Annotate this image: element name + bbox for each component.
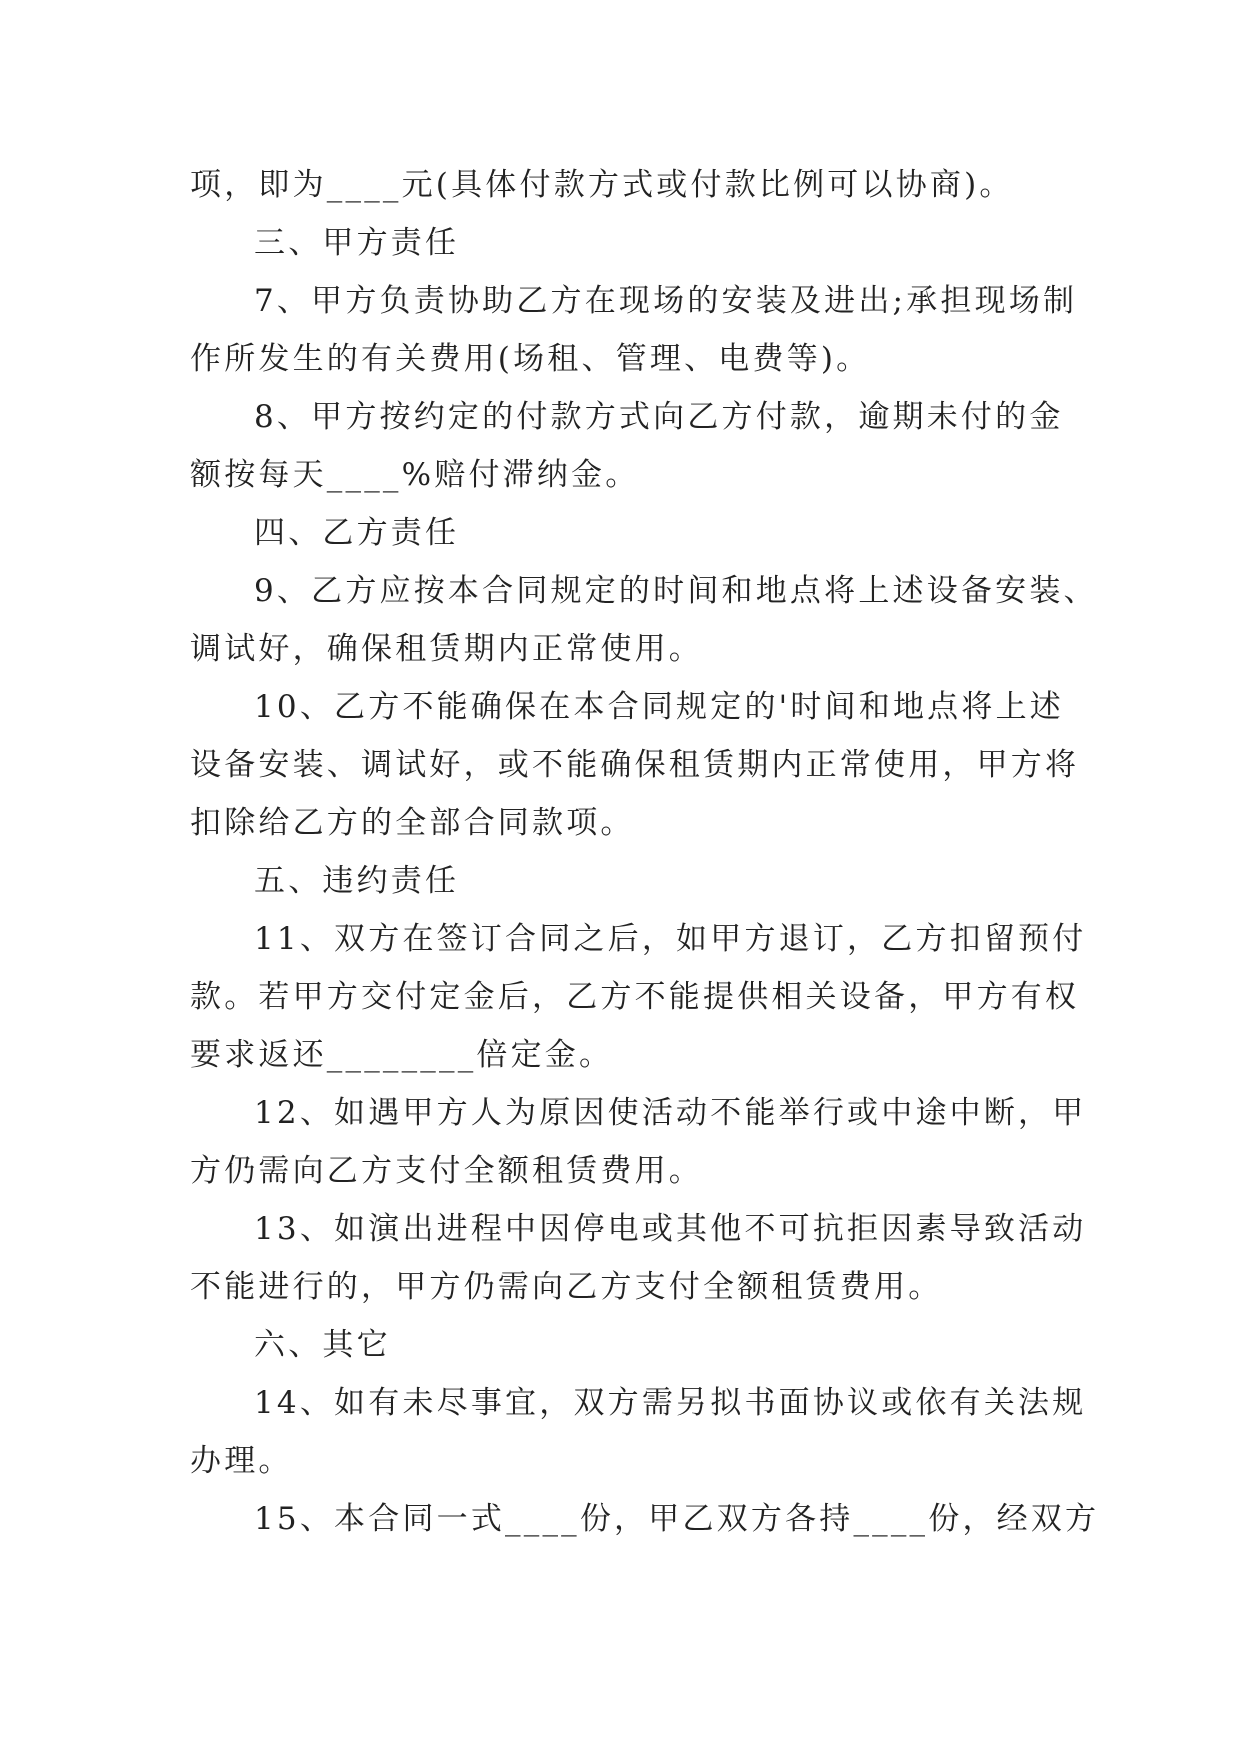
section-heading: 六、其它 xyxy=(254,1327,391,1363)
text-line: 设备安装、调试好，或不能确保租赁期内正常使用，甲方将 xyxy=(190,747,1080,783)
text-line: 12、如遇甲方人为原因使活动不能举行或中途中断，甲 xyxy=(254,1095,1087,1131)
text-line: 扣除给乙方的全部合同款项。 xyxy=(190,805,635,841)
text-line: 14、如有未尽事宜，双方需另拟书面协议或依有关法规 xyxy=(254,1385,1087,1421)
text-line: 8、甲方按约定的付款方式向乙方付款，逾期未付的金 xyxy=(254,399,1064,435)
text-line: 11、双方在签订合同之后，如甲方退订，乙方扣留预付 xyxy=(254,921,1087,957)
text-line: 办理。 xyxy=(190,1443,293,1479)
section-heading: 三、甲方责任 xyxy=(254,225,460,261)
text-line: 调试好，确保租赁期内正常使用。 xyxy=(190,631,703,667)
section-heading: 五、违约责任 xyxy=(254,863,460,899)
text-line: 10、乙方不能确保在本合同规定的'时间和地点将上述 xyxy=(254,689,1064,725)
text-line: 不能进行的，甲方仍需向乙方支付全额租赁费用。 xyxy=(190,1269,943,1305)
text-line: 要求返还________倍定金。 xyxy=(190,1037,614,1073)
text-line: 13、如演出进程中因停电或其他不可抗拒因素导致活动 xyxy=(254,1211,1087,1247)
text-line: 项，即为____元(具体付款方式或付款比例可以协商)。 xyxy=(190,167,1014,203)
text-line: 作所发生的有关费用(场租、管理、电费等)。 xyxy=(190,341,871,377)
text-line: 7、甲方负责协助乙方在现场的安装及进出;承担现场制 xyxy=(254,283,1078,319)
section-heading: 四、乙方责任 xyxy=(254,515,460,551)
text-line: 9、乙方应按本合同规定的时间和地点将上述设备安装、 xyxy=(254,573,1098,609)
text-line: 方仍需向乙方支付全额租赁费用。 xyxy=(190,1153,703,1189)
text-line: 款。若甲方交付定金后，乙方不能提供相关设备，甲方有权 xyxy=(190,979,1080,1015)
text-line: 15、本合同一式____份，甲乙双方各持____份，经双方 xyxy=(254,1501,1100,1537)
text-line: 额按每天____%赔付滞纳金。 xyxy=(190,457,640,493)
